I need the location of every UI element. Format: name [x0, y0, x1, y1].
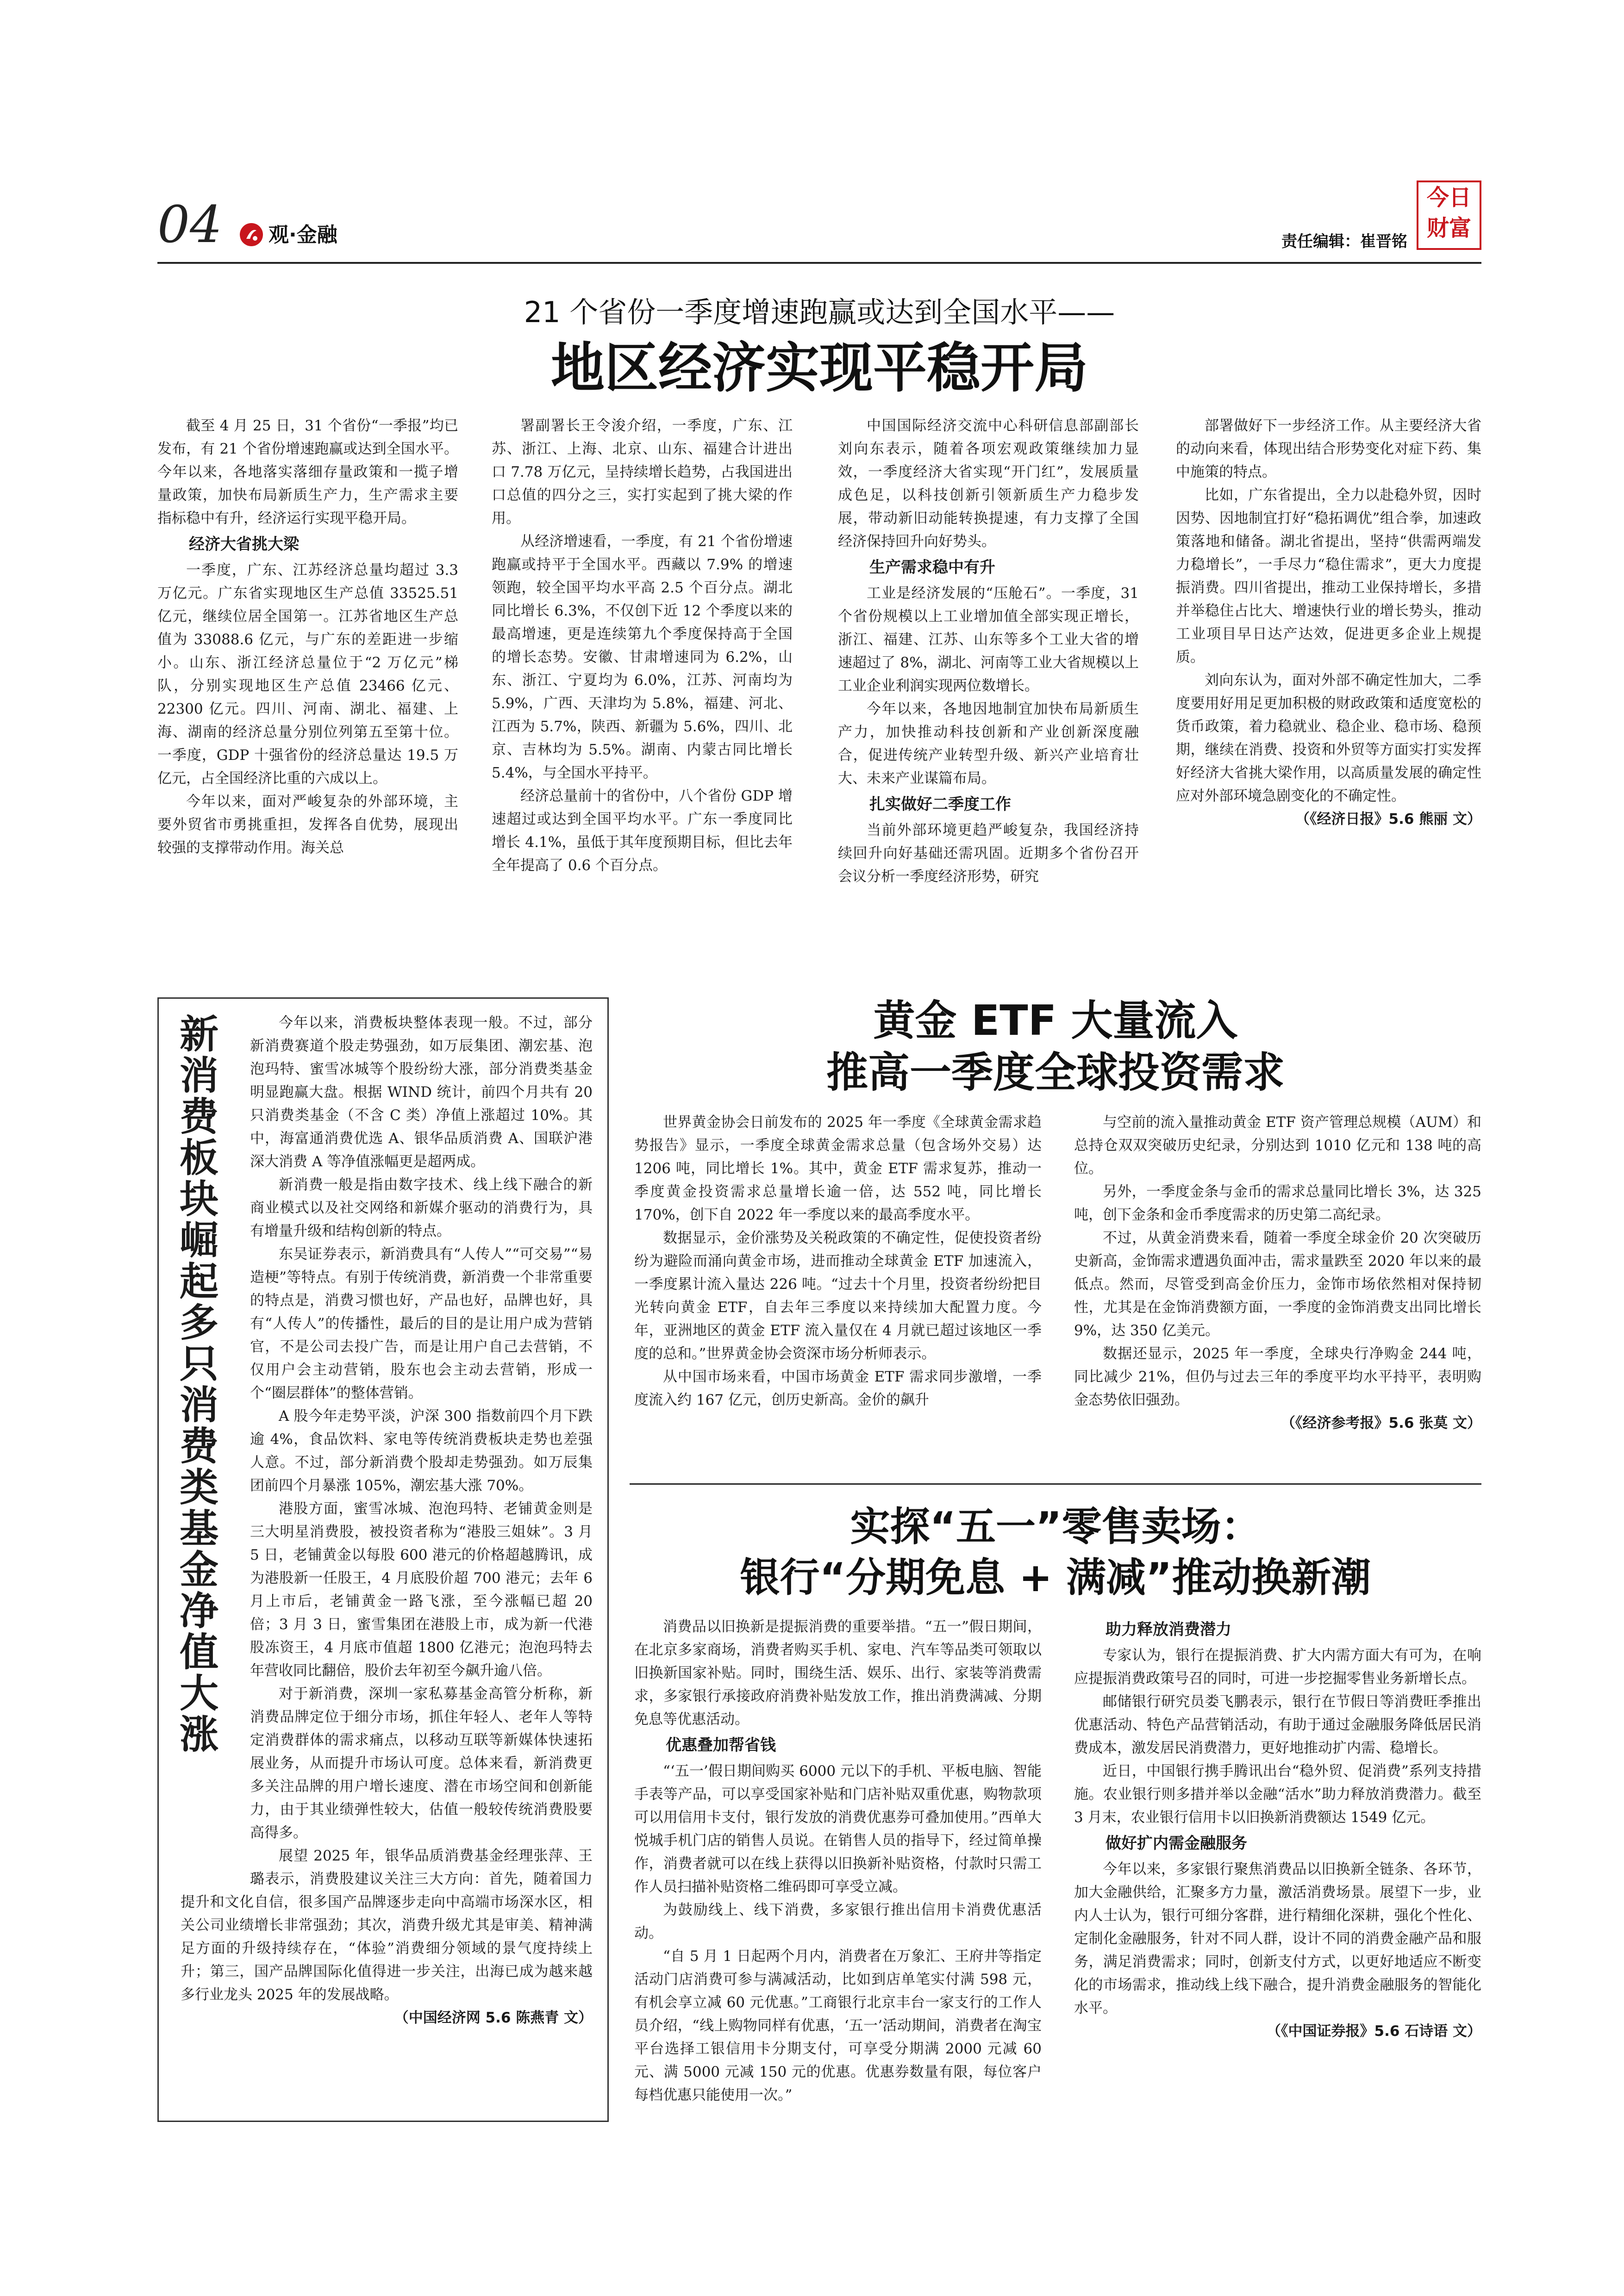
header-rule	[157, 262, 1481, 264]
article1-kicker: 21 个省份一季度增速跑赢或达到全国水平——	[524, 295, 1115, 329]
paragraph: 专家认为，银行在提振消费、扩大内需方面大有可为，在响应提振消费政策号召的同时，可进一步挖掘零售业务新增长点。	[1074, 1647, 1481, 1687]
editor-name: 责任编辑：崔晋铭	[1281, 232, 1407, 251]
logo-text-bottom: 财富	[1426, 215, 1471, 241]
logo-text-top: 今日	[1426, 185, 1471, 211]
paragraph: 另外，一季度金条与金币的需求总量同比增长 3%，达 325 吨，创下金条和金币季度需求的历史第二高纪录。	[1074, 1183, 1481, 1223]
subheading: 优惠叠加帮省钱	[666, 1736, 776, 1755]
paragraph: 消费品以旧换新是提振消费的重要举措。“五一”假日期间，在北京多家商场，消费者购买手机、家电、汽车等品类可领取以旧换新国家补贴。同时，围绕生活、娱乐、出行、家装等消费需求，多家银行承接政府消费补贴发放工作，推出消费满减、分期免息等优惠活动。	[634, 1618, 1042, 1728]
paragraph: 中国国际经济交流中心科研信息部副部长刘向东表示，随着各项宏观政策继续加力显效，一季度经济大省实现“开门红”，发展质量成色足，以科技创新引领新质生产力稳步发展，带动新旧动能转换提速，有力支撑了全国经济保持回升向好势头。	[838, 417, 1139, 550]
article4-title-line1: 实探“五一”零售卖场：	[850, 1504, 1261, 1550]
paragraph: 数据显示，金价涨势及关税政策的不确定性，促使投资者纷纷为避险而涌向黄金市场，进而推动全球黄金 ETF 加速流入，一季度累计流入量达 226 吨。“过去十个月里，投资者纷纷把目光转向黄金 ETF，自去年三季度以来持续加大配置力度。今年，亚洲地区的黄金 ETF 流入量仅在 4 月就已超过该地区一季度的总和。”世界黄金协会资深市场分析师表示。	[634, 1230, 1042, 1362]
article3-col2	[1074, 1111, 1481, 1435]
paragraph: 从中国市场来看，中国市场黄金 ETF 需求同步激增，一季度流入约 167 亿元，创历史新高。金价的飙升	[634, 1369, 1042, 1408]
paragraph: “‘五一’假日期间购买 6000 元以下的手机、平板电脑、智能手表等产品，可以享受国家补贴和门店补贴双重优惠，购物款项可以用信用卡支付，银行发放的消费优惠券可叠加使用。”西单大悦城手机门店的销售人员说。在销售人员的指导下，经过简单操作，消费者就可以在线上获得以旧换新补贴资格，付款时只需工作人员扫描补贴资格二维码即可享受立减。	[634, 1763, 1042, 1895]
article1-col3	[838, 414, 1139, 888]
paragraph: 一季度，广东、江苏经济总量均超过 3.3 万亿元。广东省实现地区生产总值 33525.51 亿元，继续位居全国第一。江苏省地区生产总值为 33088.6 亿元，与广东的差距进一步缩小。山东、浙江经济总量位于“2 万亿元”梯队，分别实现地区生产总值 23466 亿元、22300 亿元。四川、河南、湖北、福建、上海、湖南的经济总量分别位列第五至第十位。一季度，GDP 十强省份的经济总量达 19.5 万亿元，占全国经济比重的六成以上。	[157, 562, 458, 787]
paragraph: 部署做好下一步经济工作。从主要经济大省的动向来看，体现出结合形势变化对症下药、集中施策的特点。	[1176, 417, 1481, 480]
article4-credit: （《中国证券报》5.6 石诗语 文）	[1267, 2023, 1481, 2040]
article3-title-line1: 黄金 ETF 大量流入	[873, 996, 1238, 1045]
paragraph: 港股方面，蜜雪冰城、泡泡玛特、老铺黄金则是三大明星消费股，被投资者称为“港股三姐妹”。3 月 5 日，老铺黄金以每股 600 港元的价格超越腾讯，成为港股新一任股王，4 月底股价超 700 港元；去年 6 月上市后，老铺黄金一路飞涨，至今涨幅已超 20 倍；3 月 3 日，蜜雪集团在港股上市，成为新一代港股冻资王，4 月底市值超 1800 亿港元；泡泡玛特去年营收同比翻倍，股价去年初至今飙升逾八倍。	[250, 1500, 593, 1679]
paragraph: 当前外部环境更趋严峻复杂，我国经济持续回升向好基础还需巩固。近期多个省份召开会议分析一季度经济形势，研究	[838, 822, 1139, 885]
page-header	[157, 185, 1481, 259]
article1-col4	[1176, 414, 1481, 831]
paragraph: 从经济增速看，一季度，有 21 个省份增速跑赢或持平于全国水平。西藏以 7.9% 的增速领跑，较全国平均水平高 2.5 个百分点。湖北同比增长 6.3%，不仅创下近 12 个季度以来的最高增速，更是连续第九个季度保持高于全国的增长态势。安徽、甘肃增速同为 6.2%，山东、浙江、宁夏均为 6.0%，江苏、河南均为 5.9%，广西、天津均为 5.8%，福建、河北、江西为 5.7%，陕西、新疆为 5.6%，四川、北京、吉林均为 5.5%。湖南、内蒙古同比增长 5.4%，与全国水平持平。	[492, 533, 793, 781]
article4-col2	[1074, 1615, 1481, 2043]
paragraph: 数据还显示，2025 年一季度，全球央行净购金 244 吨，同比减少 21%，但仍与过去三年的季度平均水平持平，表明购金态势依旧强劲。	[1074, 1345, 1481, 1408]
subheading: 扎实做好二季度工作	[869, 795, 1011, 814]
paragraph: 不过，从黄金消费来看，随着一季度全球金价 20 次突破历史新高，金饰需求遭遇负面冲击，需求量跌至 2020 年以来的最低点。然而，尽管受到高金价压力，金饰市场依然相对保持韧性，尤其是在金饰消费额方面，一季度的金饰消费支出同比增长 9%，达 350 亿美元。	[1074, 1230, 1481, 1339]
article4-title-line2: 银行“分期免息 + 满减”推动换新潮	[740, 1555, 1371, 1601]
paragraph: 邮储银行研究员娄飞鹏表示，银行在节假日等消费旺季推出优惠活动、特色产品营销活动，有助于通过金融服务降低居民消费成本，激发居民消费潜力，更好地推动扩内需、稳增长。	[1074, 1693, 1481, 1756]
paragraph: 经济总量前十的省份中，八个省份 GDP 增速超过或达到全国平均水平。广东一季度同比增长 4.1%，虽低于其年度预期目标，但比去年全年提高了 0.6 个百分点。	[492, 788, 793, 874]
paragraph: A 股今年走势平淡，沪深 300 指数前四个月下跌逾 4%，食品饮料、家电等传统消费板块走势也差强人意。不过，部分新消费个股却走势强劲。如万辰集团前四个月暴涨 105%，潮宏基大涨 70%。	[250, 1408, 593, 1494]
paragraph: 为鼓励线上、线下消费，多家银行推出信用卡消费优惠活动。	[634, 1902, 1042, 1941]
article3-col1	[634, 1111, 1042, 1412]
article3-credit: （《经济参考报》5.6 张莫 文）	[1281, 1415, 1481, 1431]
paragraph: 新消费一般是指由数字技术、线上线下融合的新商业模式以及社交网络和新媒介驱动的消费行为，具有增量升级和结构创新的特点。	[250, 1176, 593, 1239]
section-logo-icon	[240, 223, 263, 246]
article4-col1	[634, 1615, 1042, 2107]
article1-col2	[492, 414, 793, 877]
paragraph: 截至 4 月 25 日，31 个省份“一季报”均已发布，有 21 个省份增速跑赢或达到全国水平。今年以来，各地落实落细存量政策和一揽子增量政策，加快布局新质生产力，生产需求主要指标稳中有升，经济运行实现平稳开局。	[157, 417, 458, 527]
subheading: 助力释放消费潜力	[1106, 1620, 1231, 1639]
paragraph: 比如，广东省提出，全力以赴稳外贸，因时因势、因地制宜打好“稳拓调优”组合拳，加速政策落地和储备。湖北省提出，坚持“供需两端发力稳增长”，一手尽力“稳住需求”，更大力度提振消费。四川省提出，推动工业保持增长，多措并举稳住占比大、增速快行业的增长势头，推动工业项目早日达产达效，促进更多企业上规提质。	[1176, 487, 1481, 666]
paragraph: 对于新消费，深圳一家私募基金高管分析称，新消费品牌定位于细分市场，抓住年轻人、老年人等特定消费群体的需求痛点，以移动互联等新媒体快速拓展业务，从而提升市场认可度。总体来看，新消费更多关注品牌的用户增长速度、潜在市场空间和创新能力，由于其业绩弹性较大，估值一般较传统消费股要高得多。	[250, 1686, 593, 1841]
paragraph: 东吴证券表示，新消费具有“人传人”“可交易”“易造梗”等特点。有别于传统消费，新消费一个非常重要的特点是，消费习惯也好，产品也好，品牌也好，具有“人传人”的传播性，最后的目的是让用户成为营销官，不是公司去投广告，而是让用户自己去营销，不仅用户会主动营销，股东也会主动去营销，形成一个“圈层群体”的整体营销。	[250, 1246, 593, 1401]
subheading: 经济大省挑大梁	[189, 535, 299, 554]
article1-credit: （《经济日报》5.6 熊丽 文）	[1295, 811, 1481, 828]
article3-title-line2: 推高一季度全球投资需求	[826, 1048, 1285, 1097]
paragraph: 今年以来，多家银行聚焦消费品以旧换新全链条、各环节，加大金融供给，汇聚多方力量，激活消费场景。展望下一步，业内人士认为，银行可细分客群，进行精细化深耕，强化个性化、定制化金融服务，针对不同人群，设计不同的消费金融产品和服务，满足消费需求；同时，创新支付方式，以更好地适应不断变化的市场需求，推动线上线下融合，提升消费金融服务的智能化水平。	[1074, 1861, 1481, 2016]
page-number: 04	[157, 195, 222, 254]
paragraph: 今年以来，面对严峻复杂的外部环境，主要外贸省市勇挑重担，发挥各自优势，展现出较强的支撑带动作用。海关总	[157, 793, 458, 856]
subheading: 做好扩内需金融服务	[1106, 1834, 1247, 1853]
paragraph: 今年以来，消费板块整体表现一般。不过，部分新消费赛道个股走势强劲，如万辰集团、潮宏基、泡泡玛特、蜜雪冰城等个股纷纷大涨，部分消费类基金明显跑赢大盘。根据 WIND 统计，前四个月共有 20 只消费类基金（不含 C 类）净值上涨超过 10%。其中，海富通消费优选 A、银华品质消费 A、国联沪港深大消费 A 等净值涨幅更是超两成。	[250, 1014, 593, 1170]
paragraph: 与空前的流入量推动黄金 ETF 资产管理总规模（AUM）和总持仓双双突破历史纪录，分别达到 1010 亿元和 138 吨的高位。	[1074, 1114, 1481, 1177]
paragraph: 工业是经济发展的“压舱石”。一季度，31 个省份规模以上工业增加值全部实现正增长，浙江、福建、江苏、山东等多个工业大省的增速超过了 8%，湖北、河南等工业大省规模以上工业企业利润实现两位数增长。	[838, 585, 1139, 694]
paragraph: 今年以来，各地因地制宜加快布局新质生产力，加快推动科技创新和产业创新深度融合，促进传统产业转型升级、新兴产业培育壮大、未来产业谋篇布局。	[838, 701, 1139, 787]
article1-title: 地区经济实现平稳开局	[551, 336, 1088, 399]
subheading: 生产需求稳中有升	[869, 558, 995, 577]
article3-bottom-rule	[630, 1483, 1481, 1485]
section-name: 观·金融	[269, 223, 337, 247]
article2-credit: （中国经济网 5.6 陈燕青 文）	[394, 2010, 593, 2026]
paper-logo	[1417, 180, 1481, 250]
paragraph: “自 5 月 1 日起两个月内，消费者在万象汇、王府井等指定活动门店消费可参与满减活动，比如到店单笔实付满 598 元，有机会享立减 60 元优惠。”工商银行北京丰台一家支行的工作人员介绍，“线上购物同样有优惠，‘五一’活动期间，消费者在淘宝平台选择工银信用卡分期支付，可享受分期满 2000 元减 60 元、满 5000 元减 150 元的优惠。优惠券数量有限，每位客户每档优惠只能使用一次。”	[634, 1948, 1042, 2103]
paragraph: 世界黄金协会日前发布的 2025 年一季度《全球黄金需求趋势报告》显示，一季度全球黄金需求总量（包含场外交易）达 1206 吨，同比增长 1%。其中，黄金 ETF 需求复苏，推动一季度黄金投资需求总量增长逾一倍，达 552 吨，同比增长 170%，创下自 2022 年一季度以来的最高季度水平。	[634, 1114, 1042, 1223]
paragraph: 刘向东认为，面对外部不确定性加大，二季度要用好用足更加积极的财政政策和适度宽松的货币政策，着力稳就业、稳企业、稳市场、稳预期，继续在消费、投资和外贸等方面实打实发挥好经济大省挑大梁作用，以高质量发展的确定性应对外部环境急剧变化的不确定性。	[1176, 672, 1481, 804]
paragraph: 署副署长王令浚介绍，一季度，广东、江苏、浙江、上海、北京、山东、福建合计进出口 7.78 万亿元，呈持续增长趋势，占我国进出口总值的四分之三，实打实起到了挑大梁的作用。	[492, 417, 793, 527]
paragraph: 近日，中国银行携手腾讯出台“稳外贸、促消费”系列支持措施。农业银行则多措并举以金融“活水”助力释放消费潜力。截至 3 月末，农业银行信用卡以旧换新消费额达 1549 亿元。	[1074, 1763, 1481, 1826]
article2-body	[181, 1011, 593, 2029]
article1-col1	[157, 414, 458, 859]
article2-title-text: 新消费板块崛起 多只消费类基金净值大涨	[179, 1011, 219, 1757]
article2-body-spacer	[181, 1011, 250, 1881]
paragraph: 展望 2025 年，银华品质消费基金经理张萍、王璐表示，消费股建议关注三大方向：首先，随着国力提升和文化自信，很多国产品牌逐步走向中高端市场深水区，相关公司业绩增长非常强劲；其次，消费升级尤其是审美、精神满足方面的升级持续存在，“体验”消费细分领域的景气度持续上升；第三，国产品牌国际化值得进一步关注，出海已成为越来越多行业龙头 2025 年的发展战略。	[181, 1848, 593, 2003]
